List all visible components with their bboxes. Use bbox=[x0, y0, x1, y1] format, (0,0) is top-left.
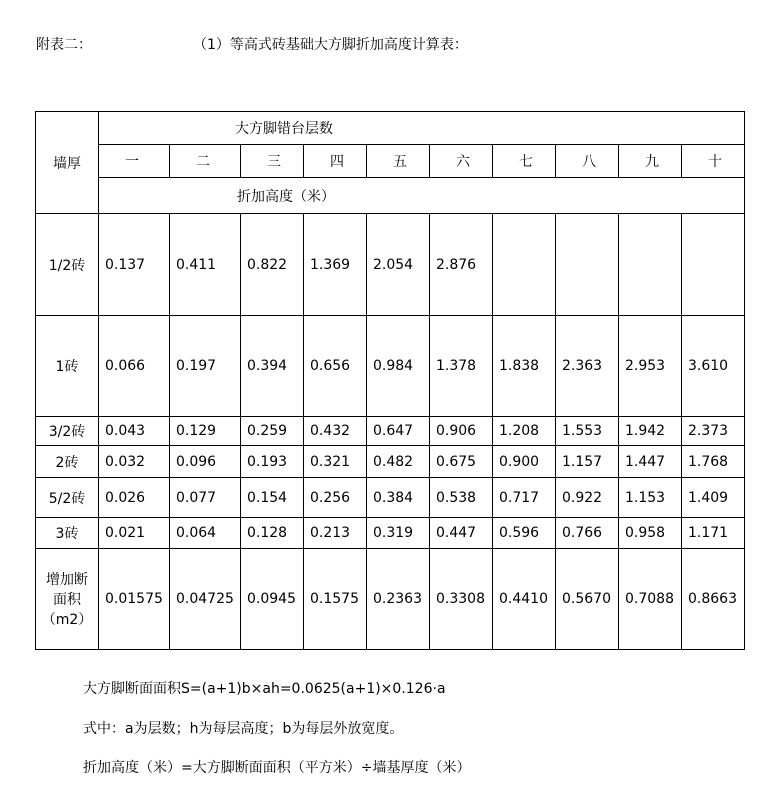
appendix-label: 附表二： bbox=[36, 37, 92, 53]
value-cell: 0.021 bbox=[99, 518, 170, 549]
value-cell: 1.768 bbox=[682, 446, 745, 478]
value-cell: 0.900 bbox=[493, 446, 556, 478]
value-cell: 0.026 bbox=[99, 478, 170, 518]
layer-header: 四 bbox=[304, 145, 367, 178]
value-cell: 1.838 bbox=[493, 316, 556, 417]
value-cell: 0.675 bbox=[430, 446, 493, 478]
value-cell: 0.259 bbox=[241, 417, 304, 446]
row-label: 3/2砖 bbox=[36, 417, 99, 446]
value-cell: 0.596 bbox=[493, 518, 556, 549]
layer-header: 八 bbox=[556, 145, 619, 178]
layer-header: 九 bbox=[619, 145, 682, 178]
value-cell: 0.0945 bbox=[241, 549, 304, 650]
value-cell: 0.1575 bbox=[304, 549, 367, 650]
layers-title: 大方脚错台层数 bbox=[99, 112, 745, 145]
value-cell: 0.906 bbox=[430, 417, 493, 446]
area-label-line: 增加断 bbox=[46, 572, 88, 588]
value-cell: 0.656 bbox=[304, 316, 367, 417]
value-cell bbox=[493, 214, 556, 316]
table-row bbox=[36, 518, 745, 549]
value-cell: 0.482 bbox=[367, 446, 430, 478]
value-cell: 0.129 bbox=[170, 417, 241, 446]
value-cell: 2.876 bbox=[430, 214, 493, 316]
value-cell: 0.984 bbox=[367, 316, 430, 417]
value-cell: 1.369 bbox=[304, 214, 367, 316]
value-cell: 0.432 bbox=[304, 417, 367, 446]
row-label: 3砖 bbox=[36, 518, 99, 549]
value-cell: 0.321 bbox=[304, 446, 367, 478]
height-subtitle: 折加高度（米） bbox=[99, 178, 745, 214]
value-cell: 3.610 bbox=[682, 316, 745, 417]
value-cell: 0.958 bbox=[619, 518, 682, 549]
value-cell: 0.2363 bbox=[367, 549, 430, 650]
header-row-title bbox=[36, 112, 745, 145]
value-cell: 0.04725 bbox=[170, 549, 241, 650]
layer-header: 二 bbox=[170, 145, 241, 178]
value-cell bbox=[682, 214, 745, 316]
value-cell: 1.553 bbox=[556, 417, 619, 446]
value-cell: 1.447 bbox=[619, 446, 682, 478]
value-cell: 0.8663 bbox=[682, 549, 745, 650]
value-cell: 0.197 bbox=[170, 316, 241, 417]
value-cell: 0.647 bbox=[367, 417, 430, 446]
layer-header: 十 bbox=[682, 145, 745, 178]
value-cell: 0.032 bbox=[99, 446, 170, 478]
value-cell bbox=[619, 214, 682, 316]
value-cell: 0.096 bbox=[170, 446, 241, 478]
layer-header: 一 bbox=[99, 145, 170, 178]
value-cell: 0.3308 bbox=[430, 549, 493, 650]
value-cell: 0.01575 bbox=[99, 549, 170, 650]
table-row bbox=[36, 446, 745, 478]
conversion-note: 折加高度（米）=大方脚断面面积（平方米）÷墙基厚度（米） bbox=[83, 760, 471, 776]
layer-header: 五 bbox=[367, 145, 430, 178]
area-row-label bbox=[36, 549, 99, 650]
height-calculation-table bbox=[35, 111, 745, 650]
value-cell: 0.066 bbox=[99, 316, 170, 417]
row-label: 1砖 bbox=[36, 316, 99, 417]
layer-header: 七 bbox=[493, 145, 556, 178]
value-cell: 2.363 bbox=[556, 316, 619, 417]
area-row bbox=[36, 549, 745, 650]
value-cell: 0.538 bbox=[430, 478, 493, 518]
table-row bbox=[36, 316, 745, 417]
row-label: 2砖 bbox=[36, 446, 99, 478]
value-cell: 1.208 bbox=[493, 417, 556, 446]
formula-note: 大方脚断面面积S=(a+1)b×ah=0.0625(a+1)×0.126·a bbox=[83, 681, 446, 697]
wall-thickness-header: 墙厚 bbox=[36, 112, 99, 214]
value-cell: 1.409 bbox=[682, 478, 745, 518]
value-cell: 0.077 bbox=[170, 478, 241, 518]
value-cell: 2.953 bbox=[619, 316, 682, 417]
value-cell: 0.256 bbox=[304, 478, 367, 518]
area-label-line: （m2） bbox=[41, 612, 93, 628]
row-label: 5/2砖 bbox=[36, 478, 99, 518]
value-cell: 0.128 bbox=[241, 518, 304, 549]
header-row-layers bbox=[36, 145, 745, 178]
value-cell: 2.373 bbox=[682, 417, 745, 446]
value-cell: 1.153 bbox=[619, 478, 682, 518]
value-cell: 0.043 bbox=[99, 417, 170, 446]
value-cell: 1.378 bbox=[430, 316, 493, 417]
value-cell: 0.193 bbox=[241, 446, 304, 478]
table-title: （1）等高式砖基础大方脚折加高度计算表： bbox=[193, 37, 468, 53]
value-cell: 0.7088 bbox=[619, 549, 682, 650]
value-cell: 0.922 bbox=[556, 478, 619, 518]
value-cell: 0.5670 bbox=[556, 549, 619, 650]
value-cell: 0.064 bbox=[170, 518, 241, 549]
layer-header: 六 bbox=[430, 145, 493, 178]
table-row bbox=[36, 478, 745, 518]
row-label: 1/2砖 bbox=[36, 214, 99, 316]
value-cell: 1.942 bbox=[619, 417, 682, 446]
value-cell: 0.137 bbox=[99, 214, 170, 316]
legend-note: 式中：a为层数；h为每层高度；b为每层外放宽度。 bbox=[83, 721, 404, 737]
value-cell: 0.319 bbox=[367, 518, 430, 549]
value-cell: 0.411 bbox=[170, 214, 241, 316]
value-cell: 0.766 bbox=[556, 518, 619, 549]
value-cell: 0.154 bbox=[241, 478, 304, 518]
value-cell: 0.4410 bbox=[493, 549, 556, 650]
value-cell: 0.213 bbox=[304, 518, 367, 549]
value-cell: 0.384 bbox=[367, 478, 430, 518]
value-cell bbox=[556, 214, 619, 316]
value-cell: 0.447 bbox=[430, 518, 493, 549]
value-cell: 1.171 bbox=[682, 518, 745, 549]
header-row-subtitle bbox=[36, 178, 745, 214]
value-cell: 0.394 bbox=[241, 316, 304, 417]
value-cell: 0.717 bbox=[493, 478, 556, 518]
table-row bbox=[36, 417, 745, 446]
value-cell: 0.822 bbox=[241, 214, 304, 316]
area-label-line: 面积 bbox=[53, 592, 81, 608]
table-row bbox=[36, 214, 745, 316]
value-cell: 2.054 bbox=[367, 214, 430, 316]
value-cell: 1.157 bbox=[556, 446, 619, 478]
layer-header: 三 bbox=[241, 145, 304, 178]
